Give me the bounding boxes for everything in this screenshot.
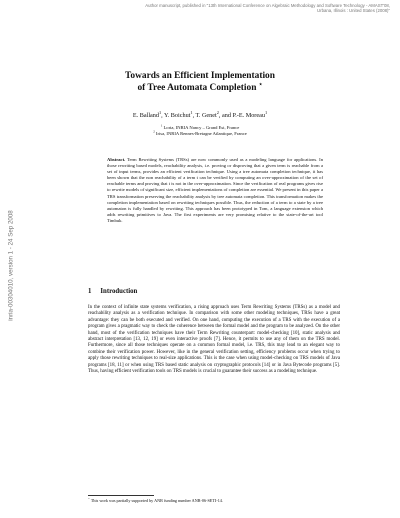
- abstract: [107, 157, 323, 224]
- footnote-text: This work was partially supported by ANR funding number ANR-06-SETI-14.: [90, 498, 223, 503]
- hal-identifier: [4, 180, 18, 350]
- author-1: E. Balland: [132, 112, 159, 119]
- affiliation-1-num: 1: [160, 123, 163, 128]
- footnote: [88, 498, 340, 503]
- title-line-2-text: of Tree Automata Completion: [137, 83, 257, 93]
- author-2-affil: 1: [190, 109, 193, 115]
- abstract-text: Term Rewriting Systems (TRSs) are now commonly used as a modeling language for applications. In those rewriting based models, reachability analysis, i.e. proving or disproving that a given term is reachable from a set of input terms, provides an efficient verification technique. Using a tree automata completion technique, it has been shown that the non reachability of a term t can be verified by computing an over-approximation of the set of reachable terms and proving that t is not in the over-approximation. Since the verification of real programs gives rise to rewrite models of significant size, efficient implementations of completion are essential. We present in this paper a TRS transformation preserving the reachability analysis by tree automata completion. This transformation makes the completion implementation based on rewriting techniques possible. Thus, the reduction of a term to a state by a tree automaton is fully handled by rewriting. This approach has been prototyped in Tom, a language extension which adds rewriting primitives to Java. The first experiments are very promising relative to the state-of-the-art tool Timbuk.: [107, 157, 323, 223]
- affiliation-1-text: Loria, INRIA Nancy – Grand Est, France: [163, 125, 240, 130]
- introduction-paragraph: In the context of infinite state systems verification, a rising approach uses Term Rewriting Systems (TRSs) as a model and reachability analysis as a verification technique. In comparison with some other modeling techniques, TRSs have a great advantage: they can be both executed and verified. On one hand, computing the execution of a TRS with the execution of a program gives a pragmatic way to check the coherence between the formal model and the program to be analyzed. On the other hand, most of the verification techniques have their Term Rewriting counterpart: model-checking [10], static analysis and abstract interpretation [13, 12, 19] or even interactive proofs [7]. Hence, it permits to use any of them on the TRS model. Furthermore, since all those techniques operate on a common formal model, i.e. TRS, this may lead to an elegant way to combine their verification power. However, like in the general verification setting, efficiency problems occur when trying to apply those rewriting techniques to real-size applications. This is the case when using model-checking on TRS models of Java programs [18, 11] or when using TRS based static analysis on cryptographic protocols [14] or in Java Bytecode programs [5]. Thus, having efficient verification tools on TRS models is crucial to guarantee their success as a modeling technique.: [88, 305, 340, 375]
- affiliation-2: [70, 131, 330, 137]
- affiliation-2-num: 2: [153, 129, 155, 134]
- abstract-label: Abstract.: [107, 157, 126, 162]
- title-line-2: [80, 82, 320, 94]
- section-title: Introduction: [100, 288, 138, 295]
- banner-line-1: Author manuscript, published in "13th International Conference on Algebraic Methodology and Software Technology - AMAST'08,: [145, 3, 390, 8]
- author-1-affil: 1: [158, 109, 162, 115]
- banner-line-2: Urbana, Illinois : United States (2008)": [317, 8, 390, 14]
- affiliations: [70, 125, 330, 137]
- author-3-affil: 2: [216, 109, 219, 115]
- affiliation-2-text: Irisa, INRIA Rennes-Bretagne Atlantique, France: [155, 131, 247, 137]
- paper-title: [80, 70, 320, 94]
- title-footnote-mark: ⋆: [258, 81, 263, 88]
- author-list: E. Balland$^1$, Y. Boichut$^1$, T. Genet$^2$, and P.-E. Moreau$^1$: [132, 109, 268, 119]
- author-2: Y. Boichut: [164, 112, 191, 119]
- publication-banner: [50, 3, 390, 14]
- title-line-1: Towards an Efficient Implementation: [125, 71, 275, 81]
- hal-identifier-text: inria-00304010, version 1 - 24 Sep 2008: [7, 209, 15, 321]
- author-4: and P.-E. Moreau: [222, 112, 265, 119]
- footnote-mark: ⋆: [88, 496, 90, 501]
- section-number: 1: [88, 288, 92, 295]
- author-4-affil: 1: [264, 109, 268, 115]
- footnote-rule: [88, 495, 154, 496]
- author-3: T. Genet: [195, 112, 217, 119]
- section-heading: [88, 288, 137, 295]
